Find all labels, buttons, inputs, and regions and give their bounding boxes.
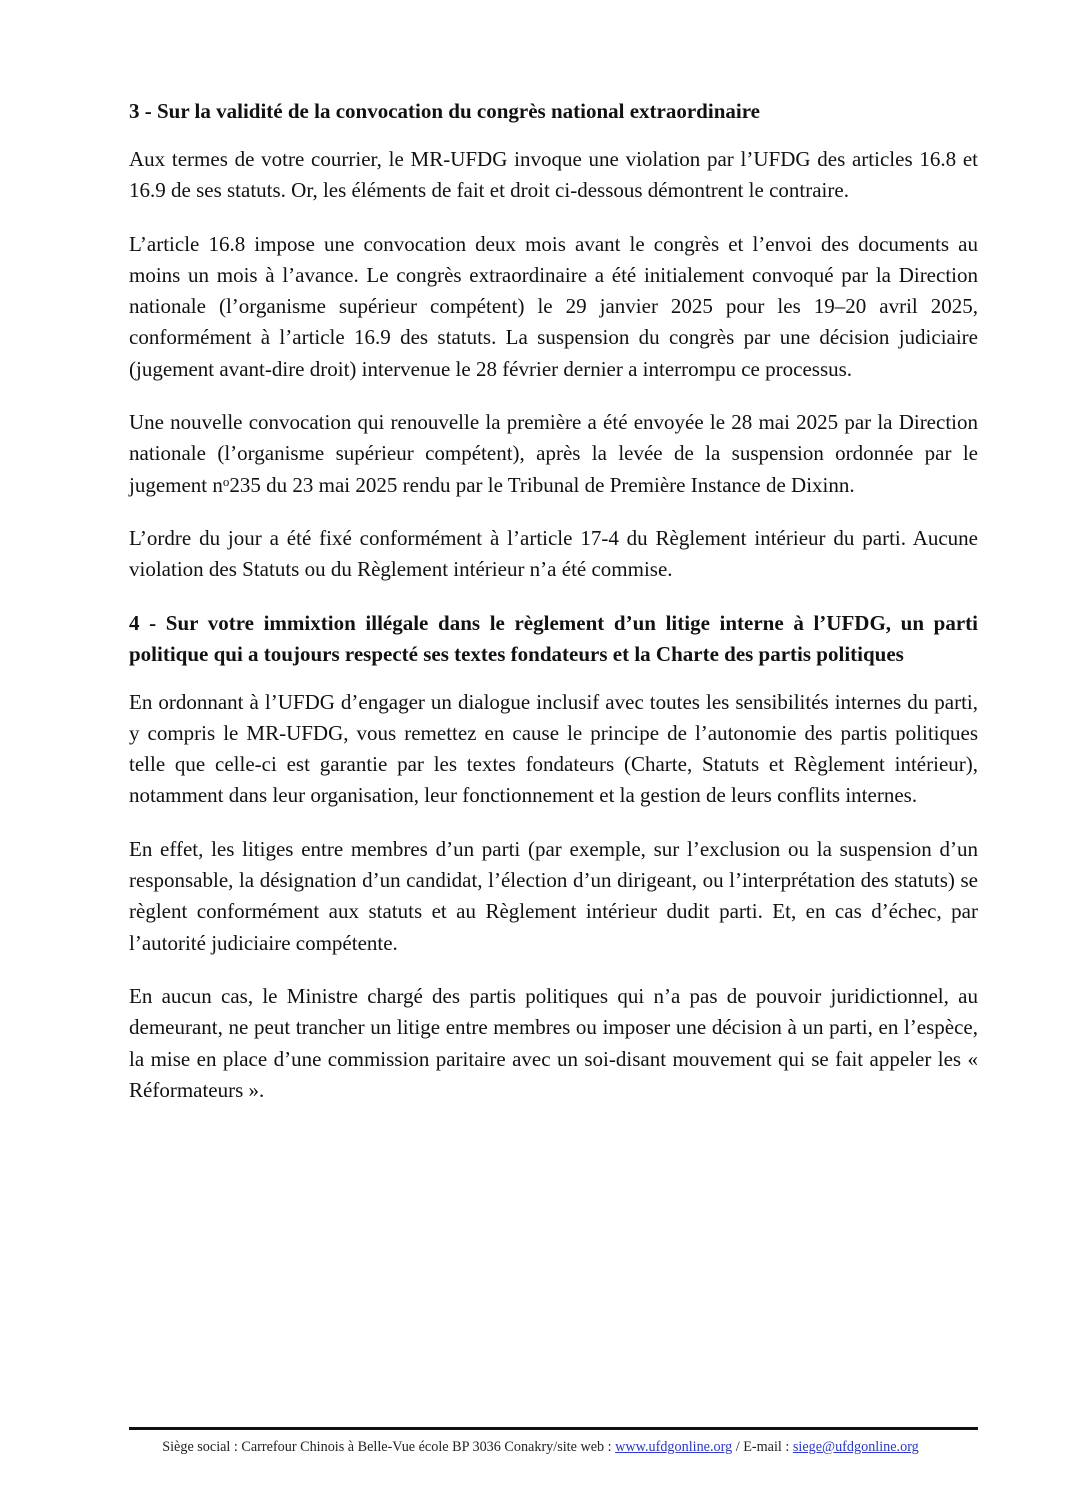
numero-superscript: o [222, 473, 230, 489]
paragraph-3-text-before: Une nouvelle convocation qui renouvelle la première a été envoyée le 28 mai 2025 par la Direction nationale (l’organisme supérieur compétent), après la levée de la suspension ordonnée par le jugement n [129, 410, 978, 497]
section-3-paragraph-1: Aux termes de votre courrier, le MR-UFDG invoque une violation par l’UFDG des articles 16.8 et 16.9 de ses statuts. Or, les éléments de fait et droit ci-dessous démontrent le contraire. [129, 147, 978, 203]
footer-address: Siège social : Carrefour Chinois à Belle-Vue école BP 3036 Conakry/site web : [162, 1439, 616, 1455]
document-page [129, 96, 978, 1128]
section-4-paragraph-2: En effet, les litiges entre membres d’un parti (par exemple, sur l’exclusion ou la suspension d’un responsable, la désignation d’un candidat, l’élection d’un dirigeant, ou l’interprétation des statuts) se règlent conformément aux statuts et au Règlement intérieur dudit parti. Et, en cas d’échec, par l’autorité judiciaire compétente. [129, 836, 978, 955]
footer [0, 1438, 1078, 1456]
email-label: / E-mail : [732, 1439, 793, 1455]
website-link[interactable]: www.ufdgonline.org [615, 1439, 733, 1455]
email-link[interactable]: siege@ufdgonline.org [792, 1439, 919, 1455]
section-3-heading: 3 - Sur la validité de la convocation du congrès national extraordinaire [129, 99, 760, 123]
section-4-paragraph-1: En ordonnant à l’UFDG d’engager un dialogue inclusif avec toutes les sensibilités internes du parti, y compris le MR-UFDG, vous remettez en cause le principe de l’autonomie des partis politiques telle que celle-ci est garantie par les textes fondateurs (Charte, Statuts et Règlement intérieur), notamment dans leur organisation, leur fonctionnement et la gestion de leurs conflits internes. [129, 689, 978, 808]
section-4-heading: 4 - Sur votre immixtion illégale dans le règlement d’un litige interne à l’UFDG, un parti politique qui a toujours respecté ses textes fondateurs et la Charte des partis politiques [129, 610, 978, 666]
paragraph-3-text-after: 235 du 23 mai 2025 rendu par le Tribunal de Première Instance de Dixinn. [229, 472, 855, 497]
section-3-paragraph-3 [129, 407, 978, 501]
footer-divider [129, 1427, 978, 1430]
section-3-paragraph-4: L’ordre du jour a été fixé conformément à l’article 17-4 du Règlement intérieur du parti. Aucune violation des Statuts ou du Règlement intérieur n’a été commise. [129, 525, 978, 582]
section-3-paragraph-2: L’article 16.8 impose une convocation deux mois avant le congrès et l’envoi des documents au moins un mois à l’avance. Le congrès extraordinaire a été initialement convoqué par la Direction nationale (l’organisme supérieur compétent) le 29 janvier 2025 pour les 19–20 avril 2025, conformément à l’article 16.9 des statuts. La suspension du congrès par une décision judiciaire (jugement avant-dire droit) intervenue le 28 février dernier a interrompu ce processus. [129, 231, 978, 381]
section-4-paragraph-3: En aucun cas, le Ministre chargé des partis politiques qui n’a pas de pouvoir juridictionnel, au demeurant, ne peut trancher un litige entre membres ou imposer une décision à un parti, en l’espèce, la mise en place d’une commission paritaire avec un soi-disant mouvement qui se fait appeler les « Réformateurs ». [129, 983, 978, 1102]
